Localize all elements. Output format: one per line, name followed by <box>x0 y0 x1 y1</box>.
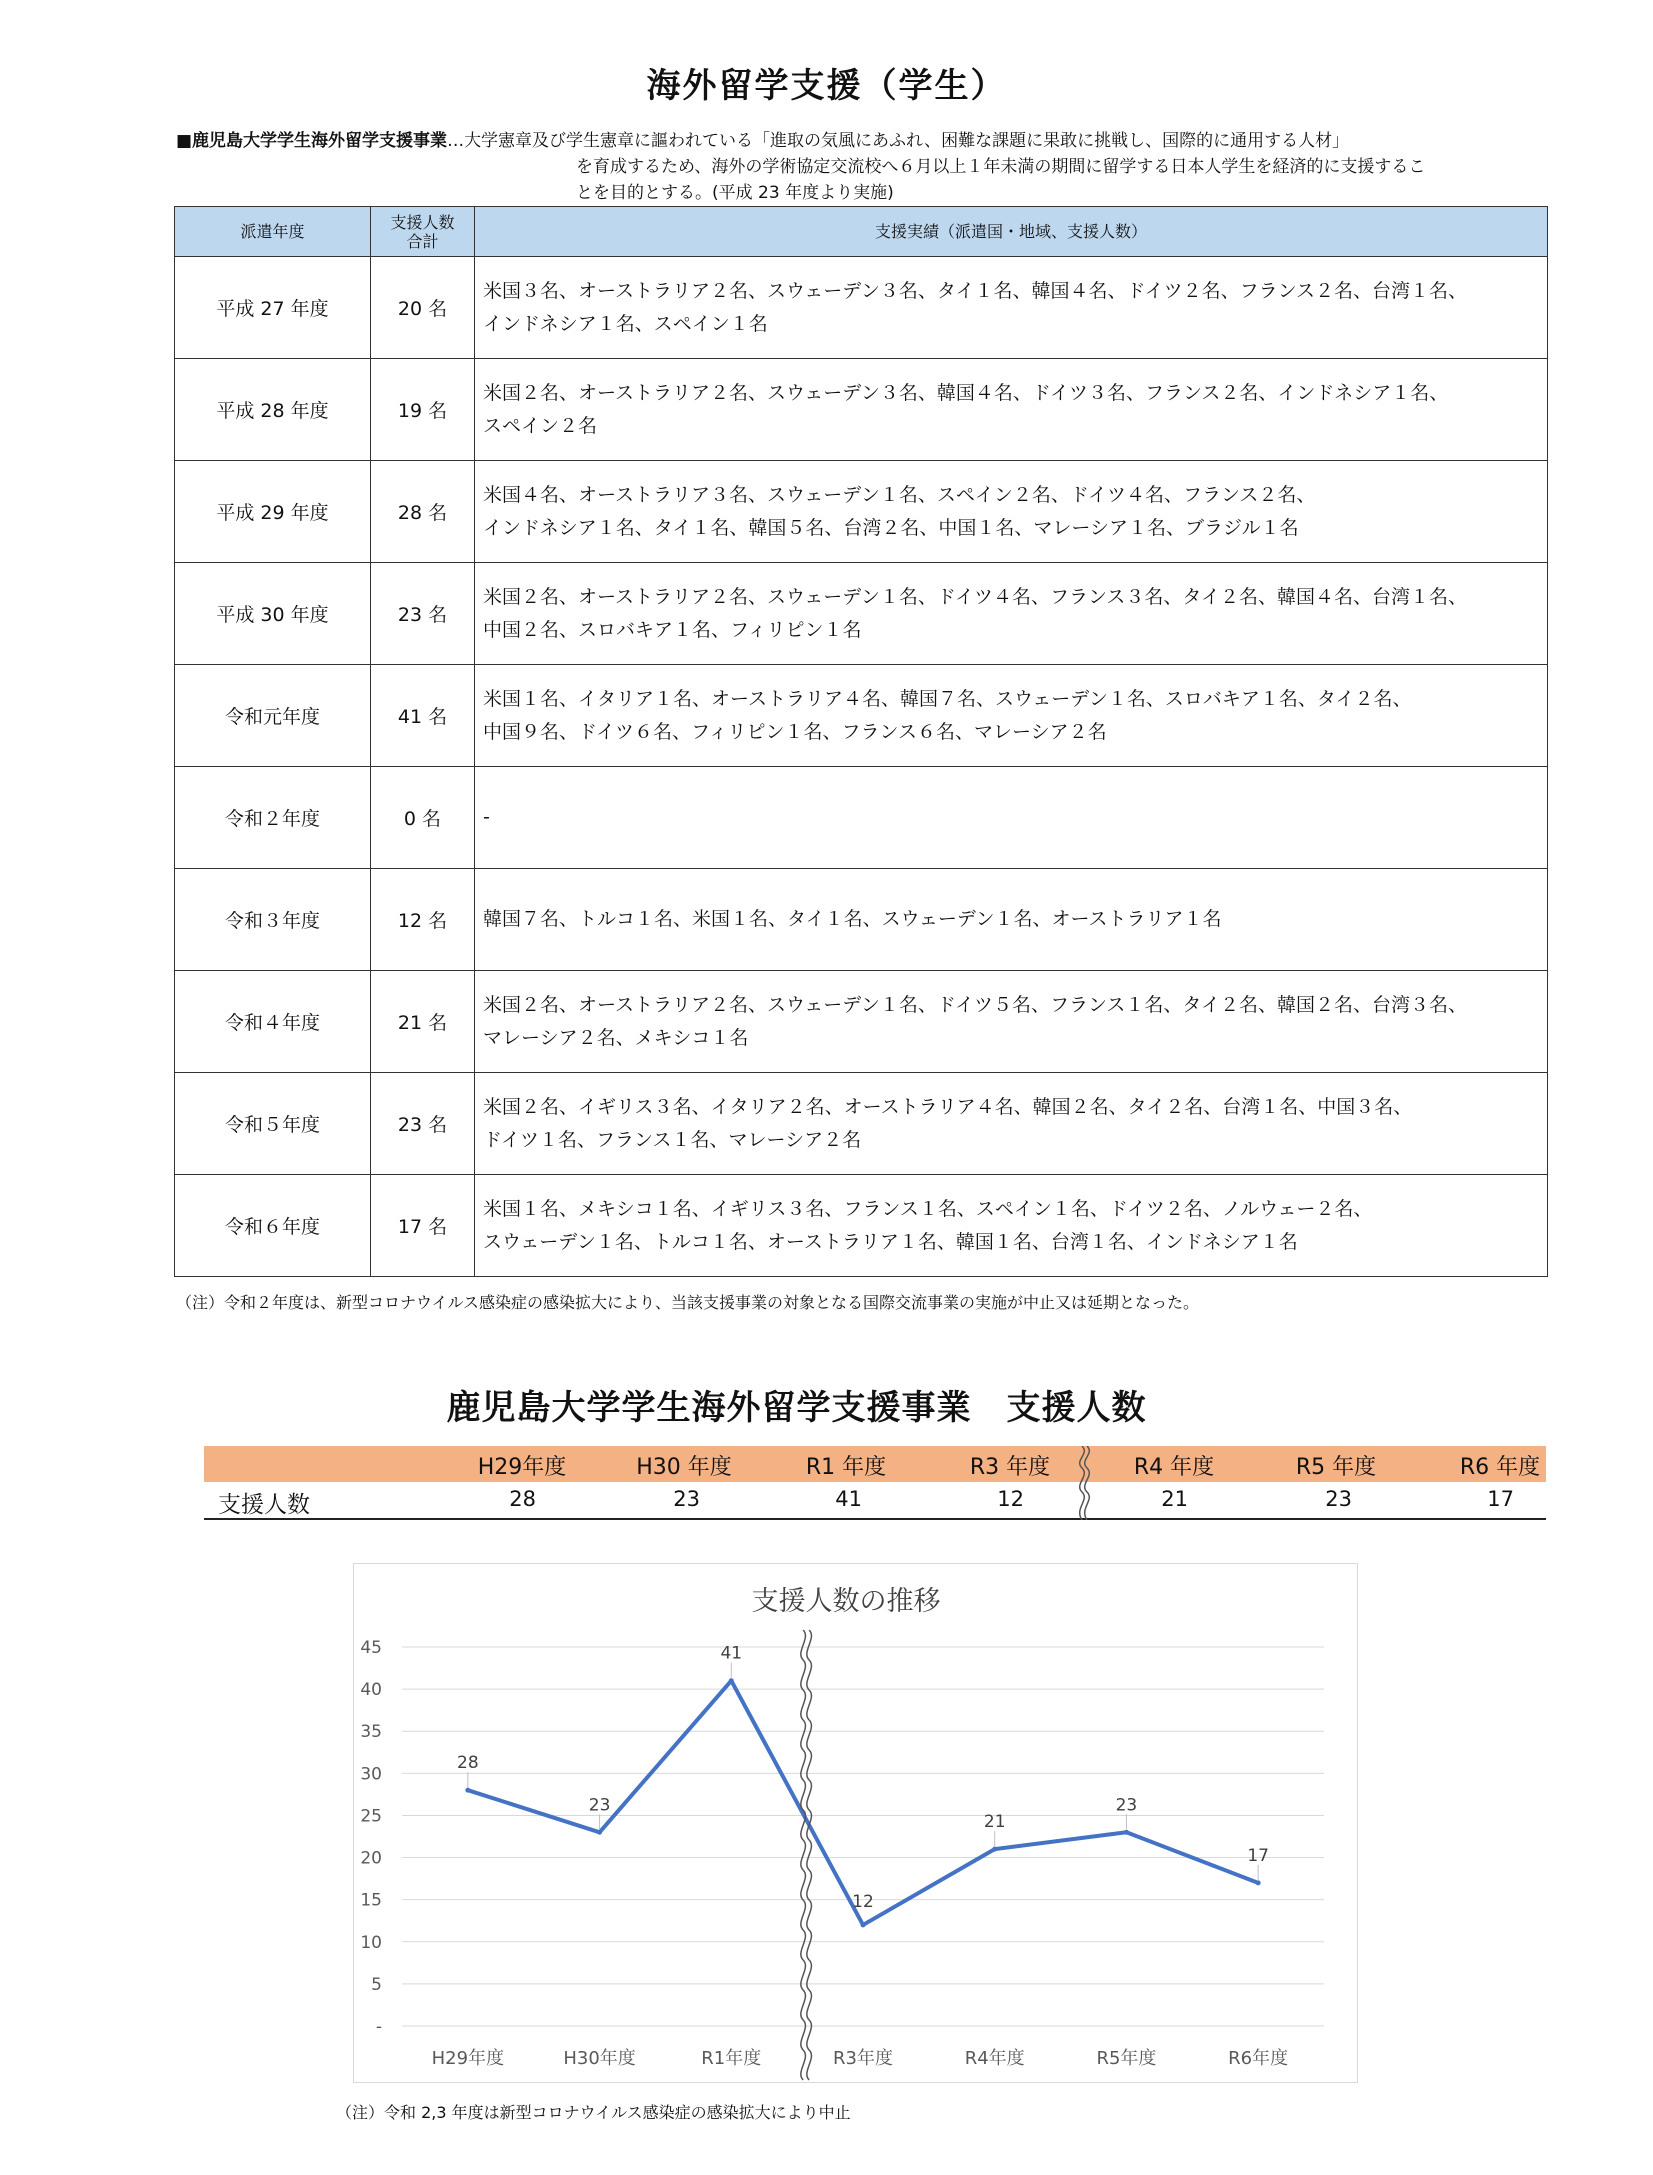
row-detail <box>475 971 1548 1073</box>
row-detail-line-1: 米国１名、イタリア１名、オーストラリア４名、韓国７名、スウェーデン１名、スロバキア１名、タイ２名、 <box>483 687 1412 710</box>
data-point <box>861 1922 866 1927</box>
summary-header-cell: R6 年度 <box>1459 1455 1541 1480</box>
x-tick-label: R6年度 <box>1228 2048 1289 2069</box>
row-detail-line-2: ドイツ１名、フランス１名、マレーシア２名 <box>483 1128 862 1151</box>
row-total: 23 名 <box>371 1073 475 1175</box>
row-detail-line-1: 米国２名、イギリス３名、イタリア２名、オーストラリア４名、韓国２名、タイ２名、台湾１名、中国３名、 <box>483 1095 1413 1118</box>
table-row <box>175 1073 1548 1175</box>
data-point <box>597 1830 602 1835</box>
data-point <box>729 1678 734 1683</box>
row-detail-line-1: 米国２名、オーストラリア２名、スウェーデン３名、韓国４名、ドイツ３名、フランス２名、インドネシア１名、 <box>483 381 1449 404</box>
summary-value-cell: 12 <box>997 1487 1024 1511</box>
row-detail-line-1: 米国２名、オーストラリア２名、スウェーデン１名、ドイツ４名、フランス３名、タイ２名、韓国４名、台湾１名、 <box>483 585 1468 608</box>
intro-paragraph <box>176 128 1548 206</box>
table-row <box>175 767 1548 869</box>
table-row <box>175 1175 1548 1277</box>
chart-break-line <box>801 1630 806 2080</box>
table-row <box>175 461 1548 563</box>
chart-break-line <box>807 1630 812 2080</box>
y-tick-label: 20 <box>360 1848 382 1869</box>
x-tick-label: R1年度 <box>701 2048 762 2069</box>
chart-note: （注）令和 2,3 年度は新型コロナウイルス感染症の感染拡大により中止 <box>336 2103 851 2122</box>
summary-header-cell: H29年度 <box>477 1455 567 1480</box>
support-results-table <box>174 206 1548 1277</box>
table-row <box>175 563 1548 665</box>
y-tick-label: 40 <box>360 1680 382 1701</box>
row-detail <box>475 767 1548 869</box>
row-total: 41 名 <box>371 665 475 767</box>
row-detail-line-1: 米国１名、メキシコ１名、イギリス３名、フランス１名、スペイン１名、ドイツ２名、ノルウェー２名、 <box>483 1197 1373 1220</box>
y-tick-label: 15 <box>360 1890 382 1911</box>
table-row <box>175 257 1548 359</box>
x-tick-label: H29年度 <box>431 2048 505 2069</box>
summary-value-cell: 28 <box>509 1487 536 1511</box>
trend-chart <box>353 1563 1358 2083</box>
intro-lead: ■鹿児島大学学生海外留学支援事業 <box>176 131 448 151</box>
row-detail-line-2: インドネシア１名、スペイン１名 <box>483 312 768 335</box>
chart-break-mark <box>801 1630 812 2080</box>
summary-value-cell: 23 <box>673 1487 700 1511</box>
y-tick-label: 45 <box>360 1638 382 1658</box>
trend-chart-svg <box>354 1564 1359 2084</box>
data-label: 28 <box>457 1753 479 1774</box>
series-line <box>468 1681 1258 1925</box>
row-detail-line-2: マレーシア２名、メキシコ１名 <box>483 1026 749 1049</box>
row-detail-line-1: 米国３名、オーストラリア２名、スウェーデン３名、タイ１名、韓国４名、ドイツ２名、フランス２名、台湾１名、 <box>483 279 1468 302</box>
row-total: 21 名 <box>371 971 475 1073</box>
data-label: 12 <box>852 1891 874 1912</box>
chart-title: 支援人数の推移 <box>751 1586 941 1617</box>
data-label: 17 <box>1247 1845 1269 1866</box>
data-label: 23 <box>588 1795 611 1816</box>
summary-title: 鹿児島大学学生海外留学支援事業 支援人数 <box>446 1388 1147 1428</box>
row-detail <box>475 665 1548 767</box>
data-point <box>1124 1830 1129 1835</box>
x-tick-label: R4年度 <box>964 2048 1025 2069</box>
row-total: 17 名 <box>371 1175 475 1277</box>
summary-value-cell: 41 <box>835 1487 862 1511</box>
y-tick-label: - <box>375 2017 382 2037</box>
data-point <box>465 1788 470 1793</box>
summary-value-cell: 17 <box>1487 1487 1514 1511</box>
data-label: 41 <box>720 1643 743 1664</box>
y-tick-label: 25 <box>360 1806 382 1827</box>
header-total-line-2: 合計 <box>406 231 439 251</box>
y-tick-label: 35 <box>360 1722 382 1743</box>
header-year: 派遣年度 <box>175 207 371 257</box>
header-detail: 支援実績（派遣国・地域、支援人数） <box>475 207 1548 257</box>
summary-header-cell: R3 年度 <box>969 1455 1051 1480</box>
page-title: 海外留学支援（学生） <box>646 66 1007 106</box>
row-detail-line-2: 中国２名、スロバキア１名、フィリピン１名 <box>483 618 862 641</box>
data-label: 21 <box>983 1812 1006 1833</box>
table-break-mark <box>1074 1446 1094 1520</box>
intro-line-1: …大学憲章及び学生憲章に謳われている「進取の気風にあふれ、困難な課題に果敢に挑戦し、国際的に通用する人材」 <box>447 131 1350 151</box>
summary-header-cell: R5 年度 <box>1295 1455 1377 1480</box>
x-tick-label: H30年度 <box>563 2048 636 2069</box>
row-year: 令和３年度 <box>175 869 371 971</box>
row-year: 令和４年度 <box>175 971 371 1073</box>
row-detail <box>475 359 1548 461</box>
row-year: 平成 29 年度 <box>175 461 371 563</box>
table-note: （注）令和２年度は、新型コロナウイルス感染症の感染拡大により、当該支援事業の対象となる国際交流事業の実施が中止又は延期となった。 <box>176 1293 1200 1312</box>
table-row <box>175 869 1548 971</box>
row-detail-line-1: 米国２名、オーストラリア２名、スウェーデン１名、ドイツ５名、フランス１名、タイ２名、韓国２名、台湾３名、 <box>483 993 1468 1016</box>
row-detail <box>475 869 1548 971</box>
row-detail <box>475 1073 1548 1175</box>
intro-line-2: を育成するため、海外の学術協定交流校へ６月以上１年未満の期間に留学する日本人学生を経済的に支援するこ <box>576 157 1426 177</box>
y-tick-label: 10 <box>360 1932 382 1953</box>
row-total: 12 名 <box>371 869 475 971</box>
row-total: 19 名 <box>371 359 475 461</box>
summary-table <box>204 1446 1546 1518</box>
y-tick-label: 5 <box>371 1974 382 1995</box>
summary-row-label: 支援人数 <box>218 1492 310 1518</box>
x-tick-label: R5年度 <box>1096 2048 1157 2069</box>
row-detail-line-1: 米国４名、オーストラリア３名、スウェーデン１名、スペイン２名、ドイツ４名、フランス２名、 <box>483 483 1316 506</box>
row-year: 令和元年度 <box>175 665 371 767</box>
summary-value-cell: 21 <box>1161 1487 1188 1511</box>
table-header-row <box>175 207 1548 257</box>
y-tick-label: 30 <box>360 1764 382 1785</box>
table-row <box>175 359 1548 461</box>
data-label: 23 <box>1115 1795 1138 1816</box>
summary-header-cell: R4 年度 <box>1133 1455 1215 1480</box>
header-total-line-1: 支援人数 <box>390 212 455 232</box>
table-row <box>175 665 1548 767</box>
row-total: 0 名 <box>371 767 475 869</box>
row-total: 23 名 <box>371 563 475 665</box>
row-year: 令和６年度 <box>175 1175 371 1277</box>
row-detail <box>475 257 1548 359</box>
row-detail <box>475 563 1548 665</box>
summary-value-cell: 23 <box>1325 1487 1352 1511</box>
table-row <box>175 971 1548 1073</box>
row-total: 20 名 <box>371 257 475 359</box>
row-detail-line-2: スウェーデン１名、トルコ１名、オーストラリア１名、韓国１名、台湾１名、インドネシア１名 <box>483 1230 1298 1253</box>
summary-bottom-rule <box>204 1518 1546 1520</box>
row-detail-line-2: インドネシア１名、タイ１名、韓国５名、台湾２名、中国１名、マレーシア１名、ブラジル１名 <box>483 516 1299 539</box>
row-detail-line-2: 中国９名、ドイツ６名、フィリピン１名、フランス６名、マレーシア２名 <box>483 720 1107 743</box>
row-year: 平成 30 年度 <box>175 563 371 665</box>
row-year: 令和２年度 <box>175 767 371 869</box>
row-year: 令和５年度 <box>175 1073 371 1175</box>
row-detail-line-1: - <box>483 806 490 828</box>
row-detail-line-2: スペイン２名 <box>483 414 598 437</box>
header-total <box>371 207 475 257</box>
summary-header-cell: H30 年度 <box>636 1455 732 1480</box>
row-total: 28 名 <box>371 461 475 563</box>
row-detail <box>475 461 1548 563</box>
data-point <box>1256 1880 1261 1885</box>
row-detail-line-1: 韓国７名、トルコ１名、米国１名、タイ１名、スウェーデン１名、オーストラリア１名 <box>483 908 1222 930</box>
x-tick-label: R3年度 <box>833 2048 893 2069</box>
data-point <box>992 1847 997 1852</box>
intro-line-3: とを目的とする。(平成 23 年度より実施) <box>576 183 894 203</box>
row-year: 平成 27 年度 <box>175 257 371 359</box>
row-detail <box>475 1175 1548 1277</box>
row-year: 平成 28 年度 <box>175 359 371 461</box>
summary-header-cell: R1 年度 <box>805 1455 887 1480</box>
